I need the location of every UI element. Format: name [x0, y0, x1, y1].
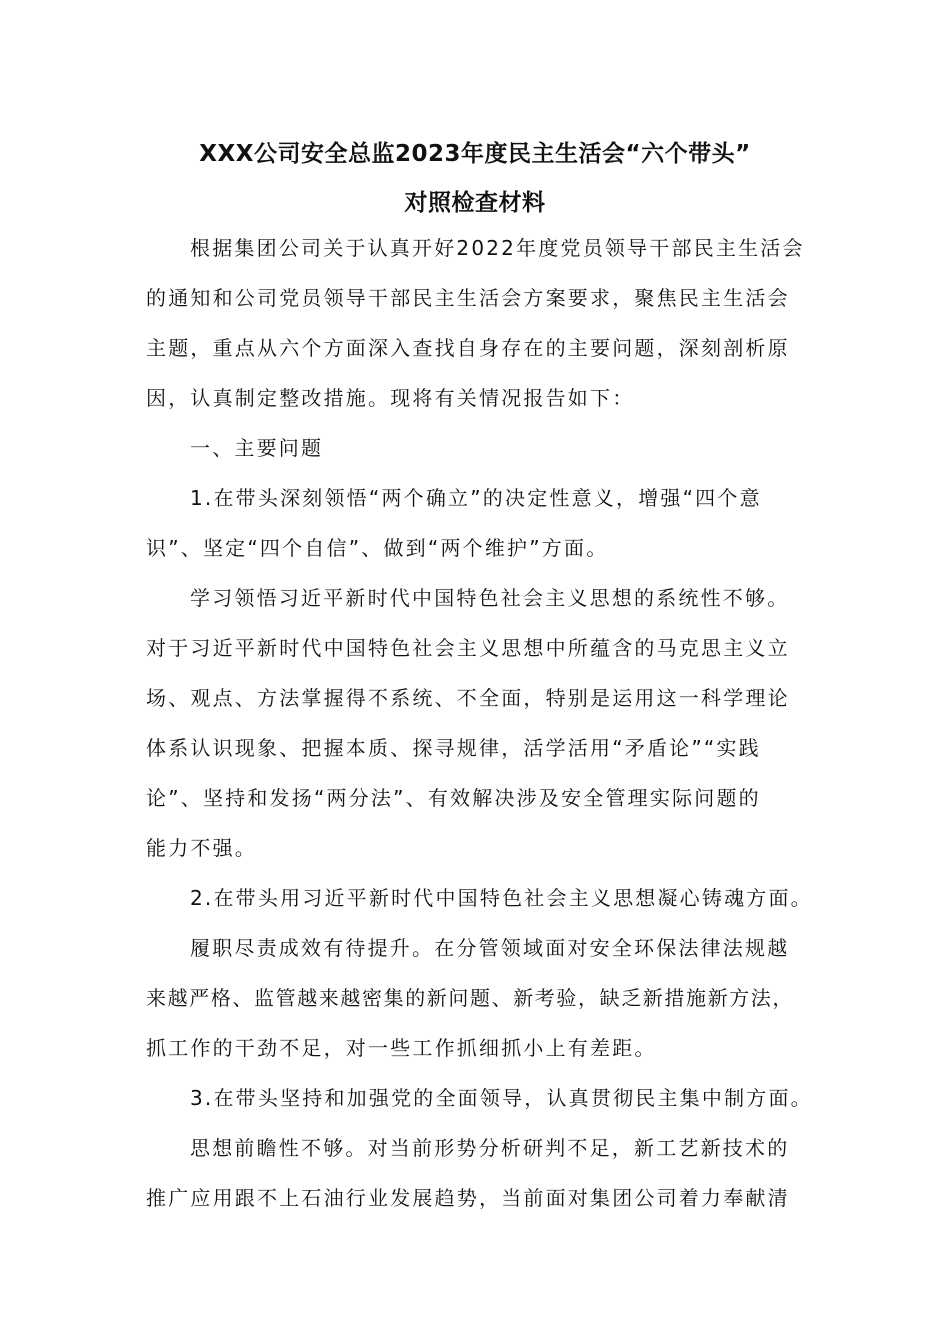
paragraph-line: 的通知和公司党员领导干部民主生活会方案要求，聚焦民主生活会	[146, 286, 790, 310]
paragraph-line: 抓工作的干劲不足，对一些工作抓细抓小上有差距。	[146, 1036, 657, 1060]
item-heading: 1.在带头深刻领悟“两个确立”的决定性意义，增强“四个意	[190, 486, 762, 510]
paragraph-line: 体系认识现象、把握本质、探寻规律，活学活用“矛盾论”“实践	[146, 736, 761, 760]
paragraph-line: 能力不强。	[146, 836, 257, 860]
paragraph-line: 推广应用跟不上石油行业发展趋势，当前面对集团公司着力奉献清	[146, 1186, 790, 1210]
item-heading: 2.在带头用习近平新时代中国特色社会主义思想凝心铸魂方面。	[190, 886, 813, 910]
section-heading: 一、主要问题	[190, 436, 324, 460]
paragraph-line: 根据集团公司关于认真开好2022年度党员领导干部民主生活会	[190, 236, 805, 260]
paragraph-line: 思想前瞻性不够。对当前形势分析研判不足，新工艺新技术的	[190, 1136, 790, 1160]
document-title-line-1: XXX公司安全总监2023年度民主生活会“六个带头”	[199, 141, 751, 167]
item-heading: 识”、坚定“四个自信”、做到“两个维护”方面。	[146, 536, 609, 560]
paragraph-line: 主题，重点从六个方面深入查找自身存在的主要问题，深刻剖析原	[146, 336, 790, 360]
paragraph-line: 论”、坚持和发扬“两分法”、有效解决涉及安全管理实际问题的	[146, 786, 761, 810]
paragraph-line: 学习领悟习近平新时代中国特色社会主义思想的系统性不够。	[190, 586, 790, 610]
paragraph-line: 履职尽责成效有待提升。在分管领域面对安全环保法律法规越	[190, 936, 790, 960]
paragraph-line: 对于习近平新时代中国特色社会主义思想中所蕴含的马克思主义立	[146, 636, 790, 660]
paragraph-line: 因，认真制定整改措施。现将有关情况报告如下：	[146, 386, 635, 410]
document-title-line-2: 对照检查材料	[404, 190, 546, 216]
paragraph-line: 来越严格、监管越来越密集的新问题、新考验，缺乏新措施新方法，	[146, 986, 794, 1010]
paragraph-line: 场、观点、方法掌握得不系统、不全面，特别是运用这一科学理论	[146, 686, 790, 710]
item-heading: 3.在带头坚持和加强党的全面领导，认真贯彻民主集中制方面。	[190, 1086, 813, 1110]
